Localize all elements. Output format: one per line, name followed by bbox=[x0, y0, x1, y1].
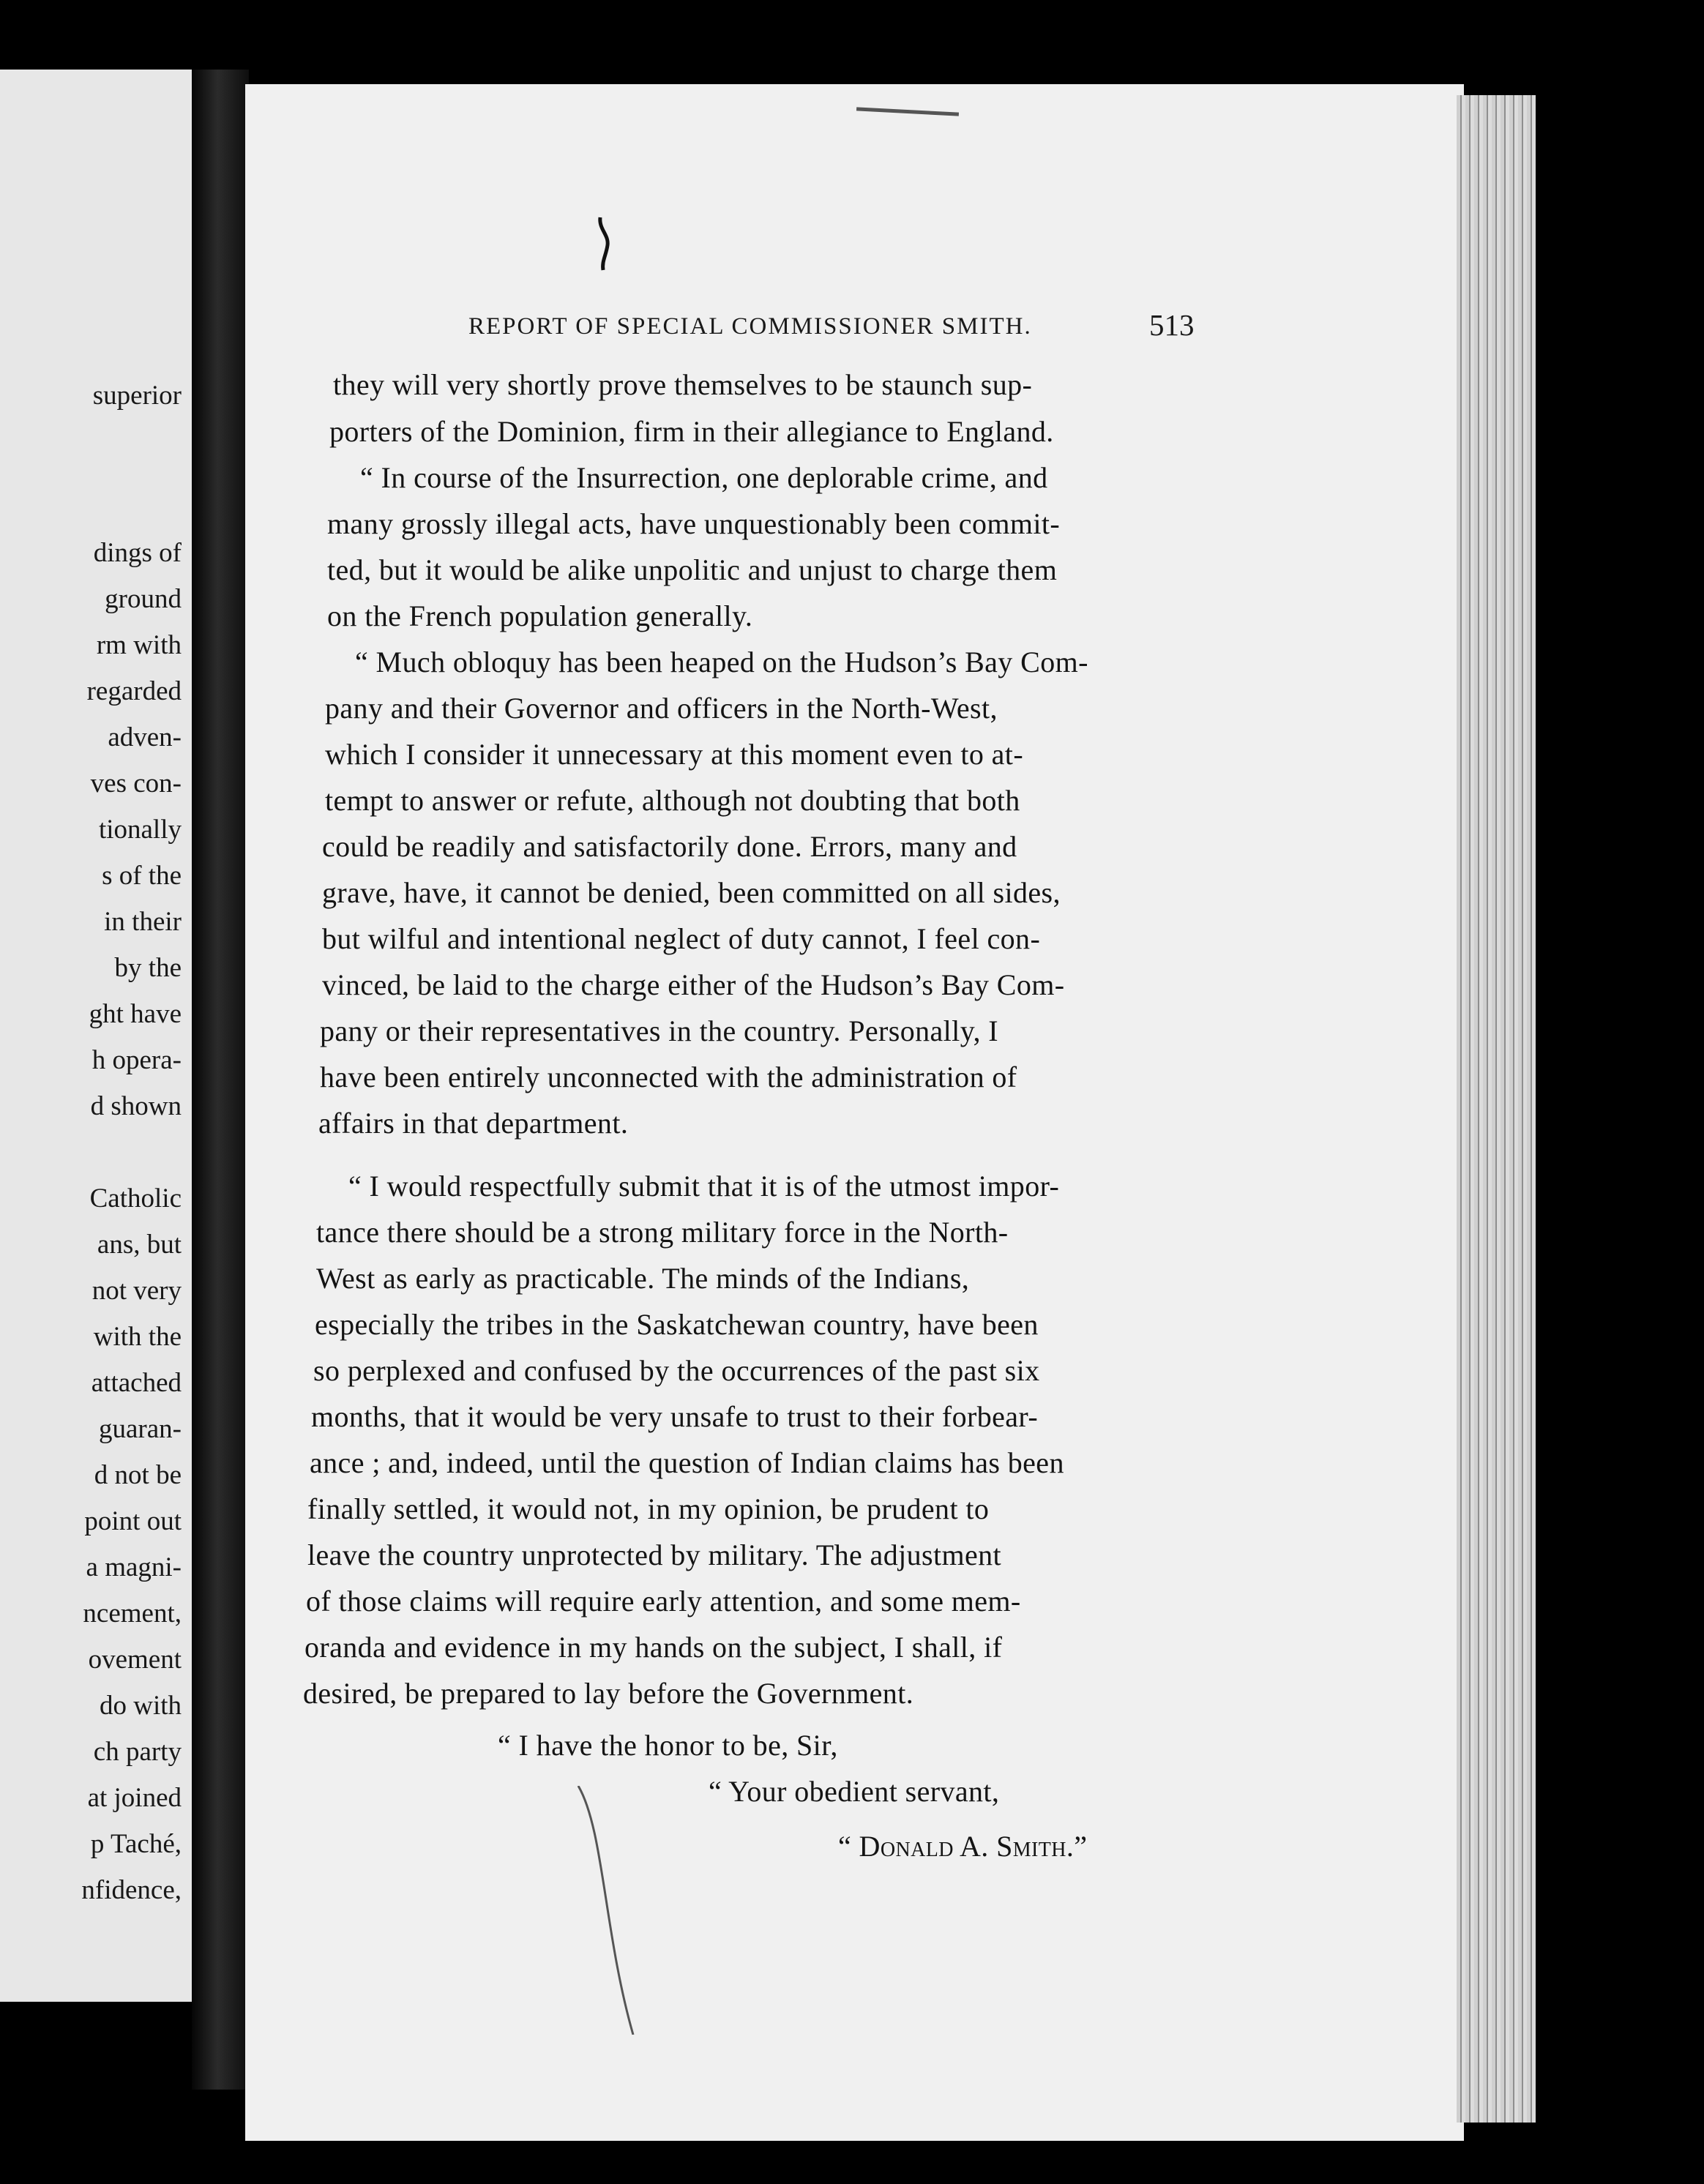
text-line: months, that it would be very unsafe to trust to their forbear- bbox=[311, 1400, 1039, 1433]
left-page-line: a magni- bbox=[86, 1552, 182, 1582]
left-page-line: p Taché, bbox=[90, 1829, 182, 1859]
left-page-line: ovement bbox=[88, 1645, 182, 1675]
left-page-line: d not be bbox=[94, 1460, 182, 1490]
text-line: have been entirely unconnected with the administration of bbox=[320, 1061, 1017, 1093]
text-line: leave the country unprotected by military. The adjustment bbox=[307, 1538, 1002, 1571]
text-line: West as early as practicable. The minds of the Indians, bbox=[316, 1262, 970, 1295]
text-line: desired, be prepared to lay before the Government. bbox=[303, 1677, 914, 1710]
pencil-stroke bbox=[575, 1786, 648, 2035]
left-page-line: with the bbox=[93, 1322, 182, 1352]
left-page-fragment bbox=[0, 70, 192, 2002]
left-page-line: rm with bbox=[96, 630, 182, 660]
text-line: tempt to answer or refute, although not doubting that both bbox=[325, 784, 1020, 817]
left-page-line: attached bbox=[91, 1368, 182, 1398]
text-line: of those claims will require early attention, and some mem- bbox=[306, 1585, 1021, 1618]
left-page-line: ground bbox=[105, 584, 182, 614]
text-line: tance there should be a strong military force in the North- bbox=[316, 1216, 1009, 1249]
flourish-mark bbox=[597, 216, 613, 272]
left-page-line: adven- bbox=[108, 722, 182, 752]
page-edges bbox=[1457, 95, 1536, 2123]
left-page-line: Catholic bbox=[89, 1183, 182, 1213]
left-page-line: at joined bbox=[87, 1783, 182, 1813]
left-page-line: not very bbox=[91, 1276, 182, 1306]
left-page-line: in their bbox=[104, 907, 182, 937]
text-line: but wilful and intentional neglect of duty cannot, I feel con- bbox=[322, 922, 1041, 955]
left-page-line: ght have bbox=[89, 999, 182, 1029]
text-line: “ In course of the Insurrection, one deplorable crime, and bbox=[360, 461, 1048, 494]
text-line: so perplexed and confused by the occurrences of the past six bbox=[313, 1354, 1040, 1387]
left-page-line: regarded bbox=[86, 676, 182, 706]
text-line: many grossly illegal acts, have unquestionably been commit- bbox=[327, 507, 1061, 540]
text-line: pany and their Governor and officers in the North-West, bbox=[325, 692, 998, 725]
left-page-line: tionally bbox=[98, 815, 182, 845]
left-page-line: point out bbox=[84, 1506, 182, 1536]
left-page-line: by the bbox=[114, 953, 182, 983]
left-page-line: ncement, bbox=[83, 1598, 182, 1628]
left-page-line: h opera- bbox=[91, 1045, 182, 1075]
page-number: 513 bbox=[1149, 308, 1195, 342]
closing-servant: “ Your obedient servant, bbox=[709, 1775, 1000, 1808]
text-line: on the French population generally. bbox=[327, 599, 753, 632]
left-page-line: do with bbox=[99, 1691, 182, 1721]
left-page-line: ch party bbox=[93, 1737, 182, 1767]
text-line: vinced, be laid to the charge either of the Hudson’s Bay Com- bbox=[322, 968, 1065, 1001]
text-line: affairs in that department. bbox=[318, 1107, 629, 1140]
running-head: REPORT OF SPECIAL COMMISSIONER SMITH. bbox=[468, 313, 1032, 340]
text-line: pany or their representatives in the country. Personally, I bbox=[320, 1014, 999, 1047]
left-page-line: s of the bbox=[102, 861, 182, 891]
text-line: which I consider it unnecessary at this moment even to at- bbox=[325, 738, 1024, 771]
left-page-line: dings of bbox=[93, 538, 182, 568]
signature-name: “ Donald A. Smith.” bbox=[838, 1830, 1088, 1863]
book-gutter bbox=[192, 70, 249, 2090]
text-line: “ Much obloquy has been heaped on the Hudson’s Bay Com- bbox=[355, 646, 1088, 678]
closing-salutation: “ I have the honor to be, Sir, bbox=[498, 1729, 838, 1762]
text-line: “ I would respectfully submit that it is of the utmost impor- bbox=[348, 1170, 1060, 1203]
text-line: finally settled, it would not, in my opinion, be prudent to bbox=[307, 1492, 990, 1525]
text-line: oranda and evidence in my hands on the subject, I shall, if bbox=[304, 1631, 1003, 1664]
left-page-line: guaran- bbox=[99, 1414, 182, 1444]
text-line: could be readily and satisfactorily done. Errors, many and bbox=[322, 830, 1017, 863]
left-page-line: nfidence, bbox=[81, 1875, 182, 1905]
left-page-line: superior bbox=[92, 381, 182, 411]
text-line: porters of the Dominion, firm in their allegiance to England. bbox=[329, 415, 1054, 448]
text-line: ance ; and, indeed, until the question of Indian claims has been bbox=[310, 1446, 1064, 1479]
text-line: ted, but it would be alike unpolitic and unjust to charge them bbox=[327, 553, 1058, 586]
left-page-line: d shown bbox=[90, 1091, 182, 1121]
text-line: grave, have, it cannot be denied, been committed on all sides, bbox=[322, 876, 1061, 909]
text-line: they will very shortly prove themselves to be staunch sup- bbox=[333, 368, 1033, 401]
left-page-line: ves con- bbox=[90, 768, 182, 799]
text-line: especially the tribes in the Saskatchewan country, have been bbox=[315, 1308, 1039, 1341]
left-page-line: ans, but bbox=[97, 1230, 182, 1260]
